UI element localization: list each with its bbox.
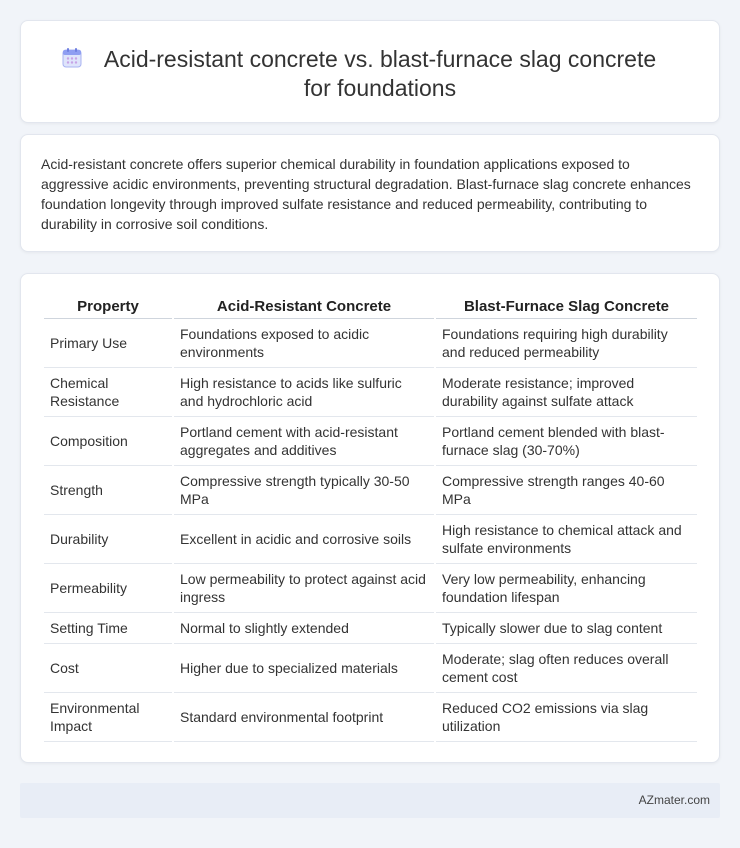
cell-slag: Moderate; slag often reduces overall cement cost (436, 644, 697, 693)
comparison-table-card (20, 273, 720, 763)
table-row (44, 417, 697, 466)
table-row (44, 613, 697, 644)
footer-brand[interactable]: AZmater.com (638, 793, 710, 807)
header-slag: Blast-Furnace Slag Concrete (436, 294, 697, 319)
cell-slag: Moderate resistance; improved durability against sulfate attack (436, 368, 697, 417)
cell-slag: Typically slower due to slag content (436, 613, 697, 644)
table-row (44, 368, 697, 417)
cell-property: Composition (44, 417, 172, 466)
table-row (44, 564, 697, 613)
cell-acid: Low permeability to protect against acid ingress (174, 564, 434, 613)
cell-slag: Reduced CO2 emissions via slag utilization (436, 693, 697, 742)
cell-acid: Higher due to specialized materials (174, 644, 434, 693)
page-title: Acid-resistant concrete vs. blast-furnace slag concrete for foundations (103, 46, 657, 101)
cell-slag: Compressive strength ranges 40-60 MPa (436, 466, 697, 515)
table-header-row (44, 294, 697, 319)
cell-property: Strength (44, 466, 172, 515)
calendar-grid-icon (61, 47, 83, 69)
cell-acid: Standard environmental footprint (174, 693, 434, 742)
summary-text: Acid-resistant concrete offers superior chemical durability in foundation applications exposed to aggressive acidic environments, preventing structural degradation. Blast-furnace slag concrete enhances foundation longevity through improved sulfate resistance and reduced permeability, contributing to durability in corrosive soil conditions. (41, 156, 691, 232)
footer-bar (20, 783, 720, 818)
cell-slag: Very low permeability, enhancing foundation lifespan (436, 564, 697, 613)
cell-acid: Excellent in acidic and corrosive soils (174, 515, 434, 564)
table-row (44, 515, 697, 564)
cell-acid: Compressive strength typically 30-50 MPa (174, 466, 434, 515)
cell-property: Setting Time (44, 613, 172, 644)
cell-slag: Foundations requiring high durability and reduced permeability (436, 319, 697, 368)
cell-acid: High resistance to acids like sulfuric and hydrochloric acid (174, 368, 434, 417)
cell-property: Durability (44, 515, 172, 564)
cell-slag: High resistance to chemical attack and sulfate environments (436, 515, 697, 564)
table-row (44, 319, 697, 368)
title-wrap (21, 45, 719, 103)
cell-acid: Normal to slightly extended (174, 613, 434, 644)
cell-acid: Foundations exposed to acidic environments (174, 319, 434, 368)
table-row (44, 693, 697, 742)
table-row (44, 644, 697, 693)
cell-property: Chemical Resistance (44, 368, 172, 417)
cell-property: Environmental Impact (44, 693, 172, 742)
cell-property: Permeability (44, 564, 172, 613)
summary-card (20, 134, 720, 252)
title-card (20, 20, 720, 123)
cell-property: Cost (44, 644, 172, 693)
comparison-table (42, 294, 699, 742)
header-acid-resistant: Acid-Resistant Concrete (174, 294, 434, 319)
header-property: Property (44, 294, 172, 319)
table-row (44, 466, 697, 515)
cell-property: Primary Use (44, 319, 172, 368)
cell-acid: Portland cement with acid-resistant aggregates and additives (174, 417, 434, 466)
cell-slag: Portland cement blended with blast-furnace slag (30-70%) (436, 417, 697, 466)
